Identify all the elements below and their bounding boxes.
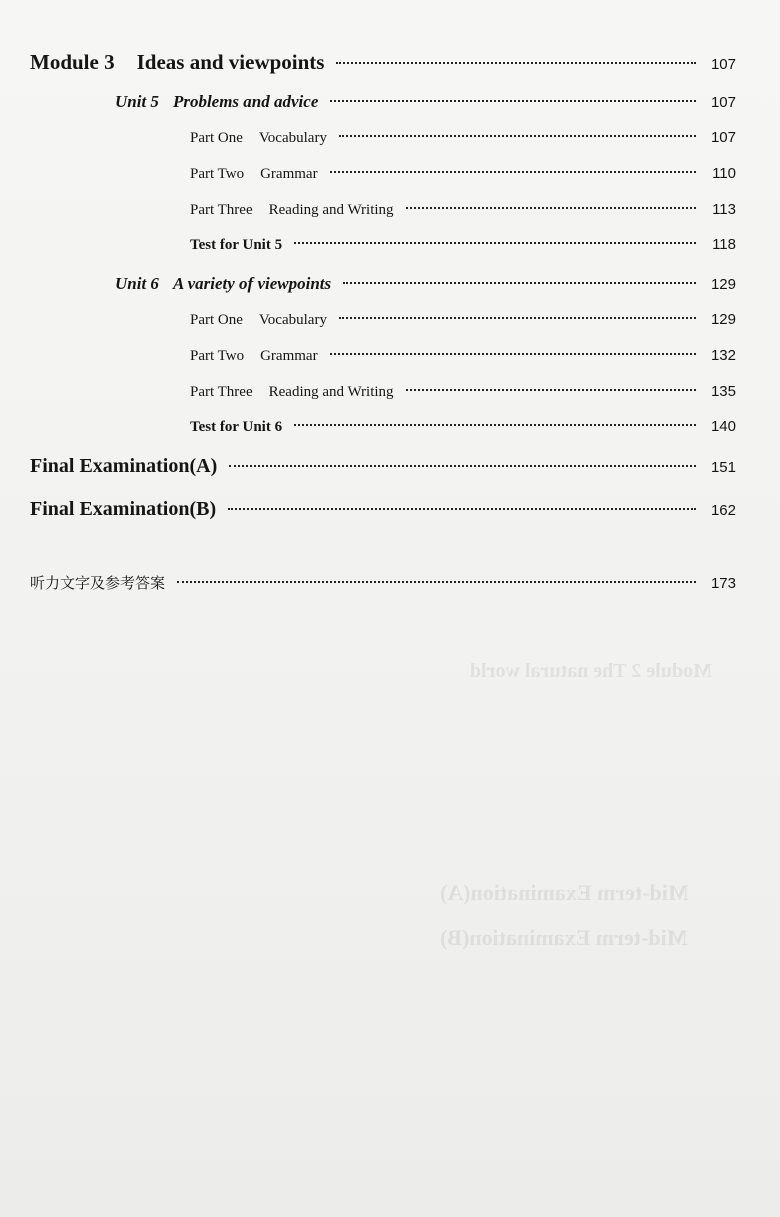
- dot-leader: [339, 135, 696, 137]
- page-number: 132: [710, 347, 736, 364]
- page-number: 113: [712, 201, 736, 218]
- part-heading: Part Two Grammar: [190, 348, 318, 364]
- toc-unit5-part-two[interactable]: [190, 165, 736, 183]
- test-heading: Test for Unit 6: [190, 419, 283, 435]
- answers-heading: 听力文字及参考答案: [30, 574, 166, 592]
- page-number: 151: [710, 459, 736, 476]
- final-exam-heading: Final Examination(A): [30, 455, 218, 477]
- dot-leader: [406, 207, 696, 209]
- part-heading: Part Three Reading and Writing: [190, 384, 394, 400]
- dot-leader: [228, 508, 696, 510]
- toc-module-3[interactable]: [30, 50, 736, 75]
- toc-test-unit-5[interactable]: [190, 236, 736, 254]
- dot-leader: [406, 389, 696, 391]
- page-number: 162: [710, 502, 736, 519]
- dot-leader: [343, 282, 696, 284]
- toc-unit-6[interactable]: [115, 274, 736, 294]
- part-heading: Part Three Reading and Writing: [190, 202, 394, 218]
- show-through-heading: Mid-term Examination(A): [440, 880, 689, 905]
- dot-leader: [330, 353, 696, 355]
- page-number: 118: [712, 236, 736, 253]
- page-number: 129: [710, 311, 736, 328]
- show-through-heading-3: Module 2 The natural world: [470, 660, 712, 682]
- dot-leader: [330, 100, 696, 102]
- show-through-heading-2: Mid-term Examination(B): [440, 925, 688, 950]
- page-number: 107: [710, 129, 736, 146]
- toc-unit5-part-three[interactable]: [190, 201, 736, 219]
- dot-leader: [229, 465, 696, 467]
- dot-leader: [336, 62, 696, 64]
- dot-leader: [294, 424, 696, 426]
- part-heading: Part Two Grammar: [190, 166, 318, 182]
- dot-leader: [294, 242, 696, 244]
- toc-unit6-part-two[interactable]: [190, 347, 736, 365]
- page-number: 107: [710, 56, 736, 73]
- toc-test-unit-6[interactable]: [190, 418, 736, 436]
- toc-final-exam-a[interactable]: [30, 455, 736, 478]
- part-heading: Part One Vocabulary: [190, 130, 327, 146]
- final-exam-heading: Final Examination(B): [30, 498, 217, 520]
- toc-unit6-part-three[interactable]: [190, 383, 736, 401]
- toc-unit5-part-one[interactable]: [190, 129, 736, 147]
- page-number: 173: [710, 575, 736, 592]
- part-heading: Part One Vocabulary: [190, 312, 327, 328]
- toc-answers[interactable]: [30, 572, 736, 593]
- dot-leader: [330, 171, 696, 173]
- page-number: 110: [712, 165, 736, 182]
- dot-leader: [177, 581, 696, 583]
- page-number: 129: [710, 276, 736, 293]
- toc-final-exam-b[interactable]: [30, 498, 736, 521]
- unit-heading: Unit 6 A variety of viewpoints: [115, 274, 332, 293]
- page-number: 135: [710, 383, 736, 400]
- module-heading: Module 3 Ideas and viewpoints: [30, 50, 325, 74]
- dot-leader: [339, 317, 696, 319]
- page-number: 107: [710, 94, 736, 111]
- unit-heading: Unit 5 Problems and advice: [115, 92, 319, 111]
- toc-unit-5[interactable]: [115, 92, 736, 112]
- toc-unit6-part-one[interactable]: [190, 311, 736, 329]
- page-number: 140: [710, 418, 736, 435]
- test-heading: Test for Unit 5: [190, 237, 283, 253]
